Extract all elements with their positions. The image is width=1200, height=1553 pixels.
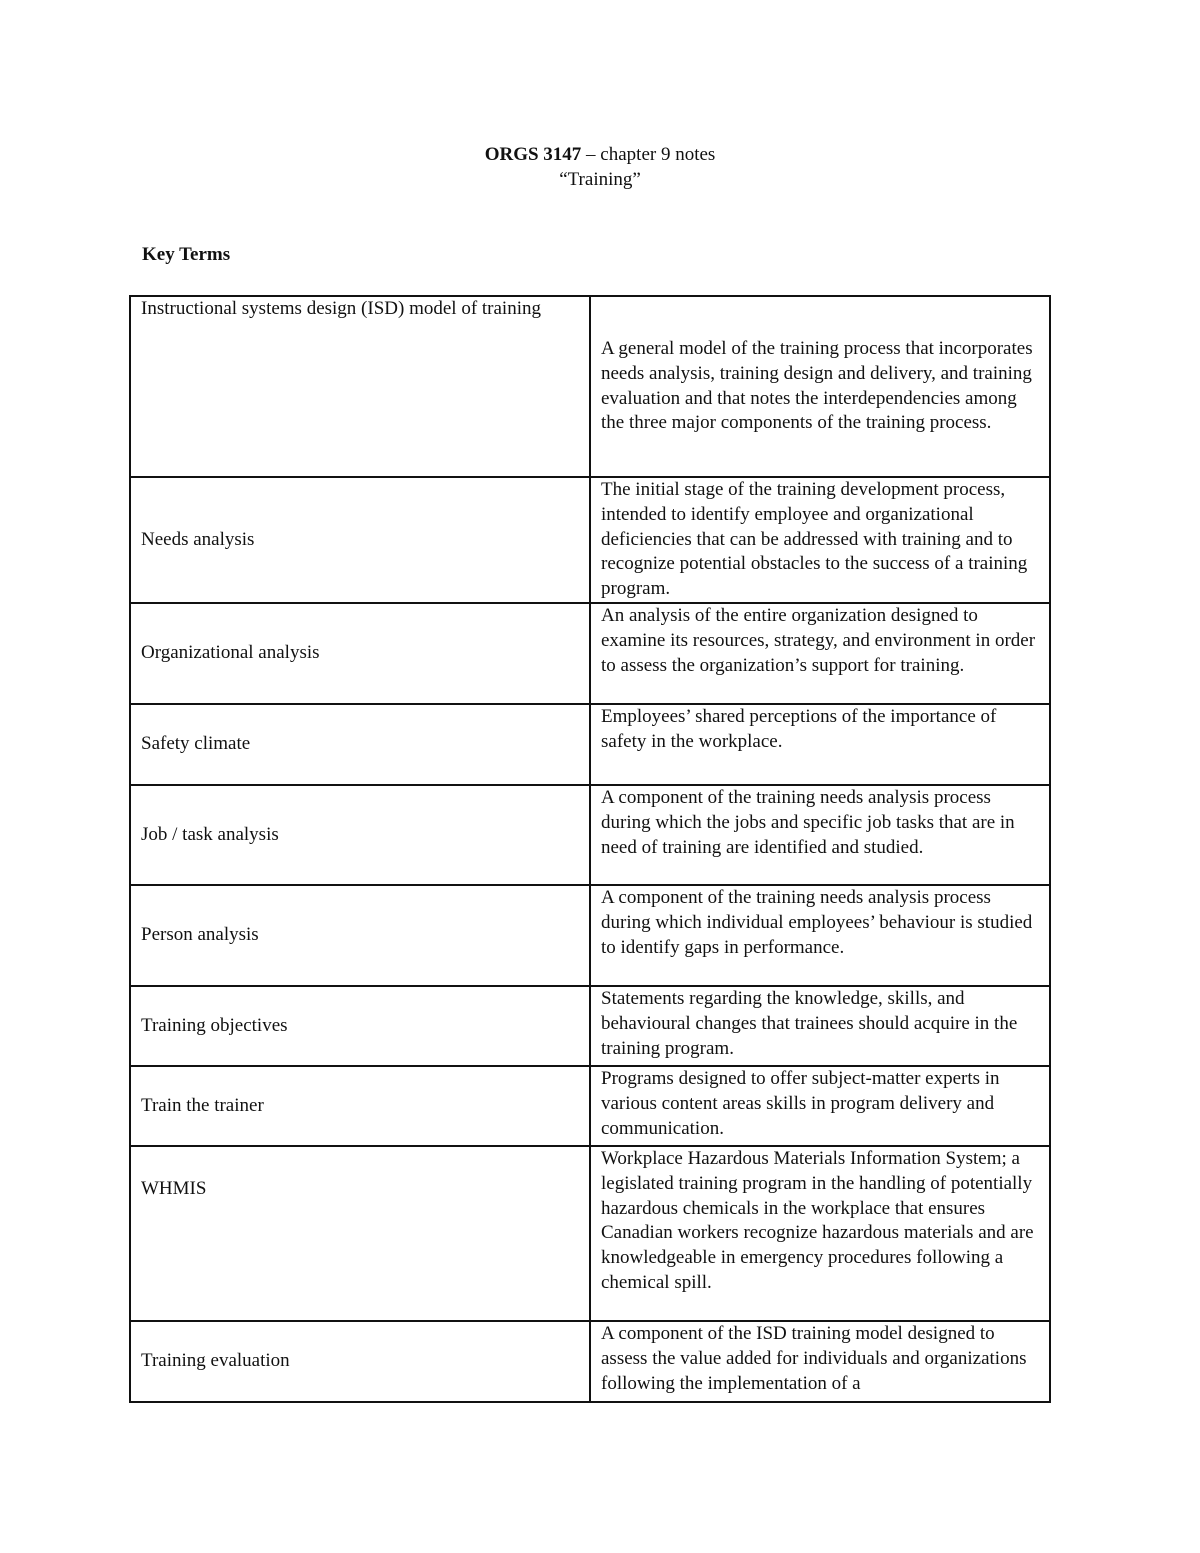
term-cell: Person analysis — [130, 885, 590, 986]
table-row — [130, 785, 1050, 885]
definition-cell: A component of the training needs analysis process during which the jobs and specific job tasks that are in need of training are identified and studied. — [590, 785, 1050, 885]
definition-cell: An analysis of the entire organization designed to examine its resources, strategy, and environment in order to assess the organization’s support for training. — [590, 603, 1050, 704]
term-cell: Training objectives — [130, 986, 590, 1066]
term-cell: Safety climate — [130, 704, 590, 785]
definition-cell: A component of the training needs analysis process during which individual employees’ behaviour is studied to identify gaps in performance. — [590, 885, 1050, 986]
term-cell: Training evaluation — [130, 1321, 590, 1402]
definition-cell: Workplace Hazardous Materials Information System; a legislated training program in the handling of potentially hazardous chemicals in the workplace that ensures Canadian workers recognize hazardous materials and are knowledgeable in emergency procedures following a chemical spill. — [590, 1146, 1050, 1321]
chapter-title: “Training” — [559, 169, 641, 190]
table-row — [130, 1146, 1050, 1321]
table-row — [130, 296, 1050, 477]
term-cell: Needs analysis — [130, 477, 590, 603]
definition-cell: Employees’ shared perceptions of the importance of safety in the workplace. — [590, 704, 1050, 785]
term-cell: Train the trainer — [130, 1066, 590, 1146]
key-terms-table — [129, 295, 1051, 1403]
header-subtitle: – chapter 9 notes — [586, 144, 716, 165]
term-cell: Instructional systems design (ISD) model of training — [130, 296, 590, 477]
course-code: ORGS 3147 — [484, 144, 582, 165]
document-header — [0, 142, 1200, 192]
term-cell: WHMIS — [130, 1146, 590, 1321]
definition-cell: A component of the ISD training model designed to assess the value added for individuals and organizations following the implementation of a — [590, 1321, 1050, 1402]
table-row — [130, 477, 1050, 603]
table-row — [130, 1066, 1050, 1146]
table-row — [130, 603, 1050, 704]
table-row — [130, 885, 1050, 986]
definition-cell: A general model of the training process that incorporates needs analysis, training design and delivery, and training evaluation and that notes the interdependencies among the three major components of the training process. — [590, 296, 1050, 477]
table-row — [130, 986, 1050, 1066]
table-row — [130, 1321, 1050, 1402]
definition-cell: The initial stage of the training development process, intended to identify employee and organizational deficiencies that can be addressed with training and to recognize potential obstacles to the success of a training program. — [590, 477, 1050, 603]
table-row — [130, 704, 1050, 785]
definition-cell: Statements regarding the knowledge, skills, and behavioural changes that trainees should acquire in the training program. — [590, 986, 1050, 1066]
header-line-1 — [0, 142, 1200, 167]
definition-cell: Programs designed to offer subject-matter experts in various content areas skills in program delivery and communication. — [590, 1066, 1050, 1146]
section-title: Key Terms — [142, 244, 231, 265]
term-cell: Job / task analysis — [130, 785, 590, 885]
term-cell: Organizational analysis — [130, 603, 590, 704]
